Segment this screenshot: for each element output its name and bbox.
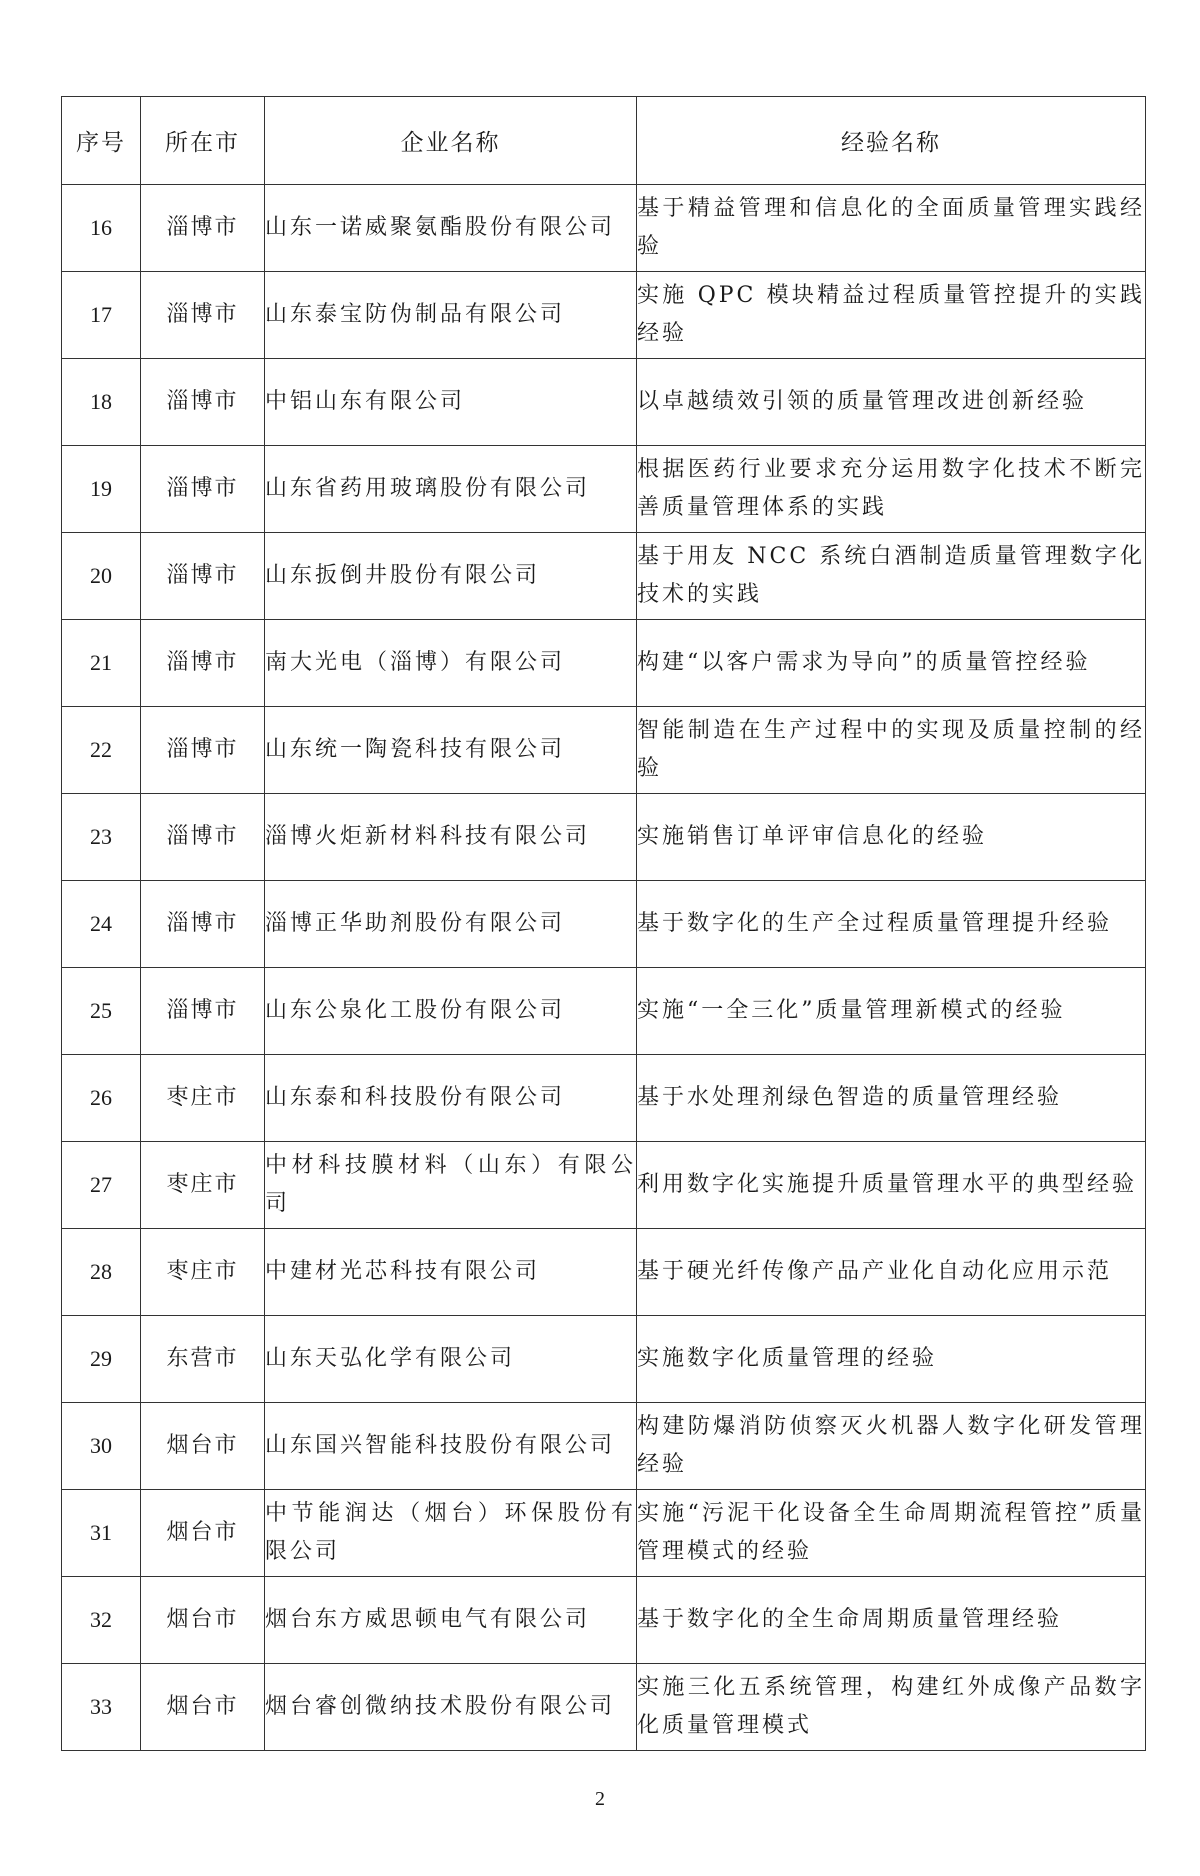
row-number: 16	[62, 185, 141, 272]
row-company-name: 山东公泉化工股份有限公司	[265, 968, 637, 1055]
row-company-name: 烟台东方威思顿电气有限公司	[265, 1577, 637, 1664]
table-row	[62, 1229, 1146, 1316]
table-row	[62, 185, 1146, 272]
row-number: 21	[62, 620, 141, 707]
row-company-name: 山东泰宝防伪制品有限公司	[265, 272, 637, 359]
row-city: 淄博市	[141, 620, 265, 707]
row-company-name: 中铝山东有限公司	[265, 359, 637, 446]
header-city: 所在市	[141, 97, 265, 185]
table-row	[62, 1664, 1146, 1751]
row-experience-name: 基于用友 NCC 系统白酒制造质量管理数字化技术的实践	[637, 533, 1146, 620]
table-row	[62, 1403, 1146, 1490]
page-number: 2	[595, 1788, 605, 1810]
row-number: 22	[62, 707, 141, 794]
row-experience-name: 根据医药行业要求充分运用数字化技术不断完善质量管理体系的实践	[637, 446, 1146, 533]
header-company: 企业名称	[265, 97, 637, 185]
row-experience-name: 基于水处理剂绿色智造的质量管理经验	[637, 1055, 1146, 1142]
row-city: 烟台市	[141, 1577, 265, 1664]
table-row	[62, 1055, 1146, 1142]
row-city: 烟台市	[141, 1403, 265, 1490]
row-company-name: 淄博火炬新材料科技有限公司	[265, 794, 637, 881]
table-row	[62, 968, 1146, 1055]
row-number: 18	[62, 359, 141, 446]
row-experience-name: 实施 QPC 模块精益过程质量管控提升的实践经验	[637, 272, 1146, 359]
row-company-name: 南大光电（淄博）有限公司	[265, 620, 637, 707]
table-row	[62, 1577, 1146, 1664]
row-company-name: 山东国兴智能科技股份有限公司	[265, 1403, 637, 1490]
table-row	[62, 272, 1146, 359]
row-number: 28	[62, 1229, 141, 1316]
table-row	[62, 794, 1146, 881]
row-company-name: 山东一诺威聚氨酯股份有限公司	[265, 185, 637, 272]
header-experience: 经验名称	[637, 97, 1146, 185]
row-number: 19	[62, 446, 141, 533]
row-number: 31	[62, 1490, 141, 1577]
table-row	[62, 533, 1146, 620]
row-experience-name: 基于硬光纤传像产品产业化自动化应用示范	[637, 1229, 1146, 1316]
row-city: 淄博市	[141, 794, 265, 881]
table-row	[62, 707, 1146, 794]
row-number: 33	[62, 1664, 141, 1751]
row-company-name: 山东扳倒井股份有限公司	[265, 533, 637, 620]
row-experience-name: 智能制造在生产过程中的实现及质量控制的经验	[637, 707, 1146, 794]
row-experience-name: 基于数字化的生产全过程质量管理提升经验	[637, 881, 1146, 968]
row-number: 17	[62, 272, 141, 359]
row-city: 淄博市	[141, 185, 265, 272]
table-row	[62, 446, 1146, 533]
row-number: 26	[62, 1055, 141, 1142]
table-row	[62, 620, 1146, 707]
row-experience-name: 实施“污泥干化设备全生命周期流程管控”质量管理模式的经验	[637, 1490, 1146, 1577]
row-number: 23	[62, 794, 141, 881]
row-number: 20	[62, 533, 141, 620]
row-company-name: 山东泰和科技股份有限公司	[265, 1055, 637, 1142]
row-city: 淄博市	[141, 881, 265, 968]
row-experience-name: 基于数字化的全生命周期质量管理经验	[637, 1577, 1146, 1664]
table-row	[62, 1142, 1146, 1229]
row-city: 淄博市	[141, 707, 265, 794]
row-city: 枣庄市	[141, 1142, 265, 1229]
row-experience-name: 实施销售订单评审信息化的经验	[637, 794, 1146, 881]
row-city: 枣庄市	[141, 1229, 265, 1316]
table-header	[62, 97, 1146, 185]
row-company-name: 中建材光芯科技有限公司	[265, 1229, 637, 1316]
row-city: 淄博市	[141, 968, 265, 1055]
header-row	[62, 97, 1146, 185]
row-experience-name: 实施三化五系统管理，构建红外成像产品数字化质量管理模式	[637, 1664, 1146, 1751]
row-experience-name: 构建防爆消防侦察灭火机器人数字化研发管理经验	[637, 1403, 1146, 1490]
row-number: 32	[62, 1577, 141, 1664]
row-experience-name: 实施数字化质量管理的经验	[637, 1316, 1146, 1403]
row-city: 烟台市	[141, 1490, 265, 1577]
row-company-name: 山东天弘化学有限公司	[265, 1316, 637, 1403]
enterprise-experience-table	[61, 96, 1146, 1751]
row-city: 淄博市	[141, 272, 265, 359]
row-company-name: 中材科技膜材料（山东）有限公司	[265, 1142, 637, 1229]
row-number: 27	[62, 1142, 141, 1229]
row-company-name: 山东统一陶瓷科技有限公司	[265, 707, 637, 794]
row-company-name: 烟台睿创微纳技术股份有限公司	[265, 1664, 637, 1751]
table-row	[62, 359, 1146, 446]
row-number: 24	[62, 881, 141, 968]
table-body	[62, 185, 1146, 1751]
table-row	[62, 1490, 1146, 1577]
row-city: 淄博市	[141, 359, 265, 446]
row-city: 烟台市	[141, 1664, 265, 1751]
row-city: 枣庄市	[141, 1055, 265, 1142]
row-experience-name: 构建“以客户需求为导向”的质量管控经验	[637, 620, 1146, 707]
row-experience-name: 基于精益管理和信息化的全面质量管理实践经验	[637, 185, 1146, 272]
row-experience-name: 以卓越绩效引领的质量管理改进创新经验	[637, 359, 1146, 446]
row-city: 淄博市	[141, 446, 265, 533]
row-company-name: 山东省药用玻璃股份有限公司	[265, 446, 637, 533]
row-number: 30	[62, 1403, 141, 1490]
row-city: 东营市	[141, 1316, 265, 1403]
row-number: 25	[62, 968, 141, 1055]
row-experience-name: 实施“一全三化”质量管理新模式的经验	[637, 968, 1146, 1055]
row-number: 29	[62, 1316, 141, 1403]
table-row	[62, 881, 1146, 968]
row-experience-name: 利用数字化实施提升质量管理水平的典型经验	[637, 1142, 1146, 1229]
row-city: 淄博市	[141, 533, 265, 620]
row-company-name: 淄博正华助剂股份有限公司	[265, 881, 637, 968]
row-company-name: 中节能润达（烟台）环保股份有限公司	[265, 1490, 637, 1577]
header-no: 序号	[62, 97, 141, 185]
table-row	[62, 1316, 1146, 1403]
